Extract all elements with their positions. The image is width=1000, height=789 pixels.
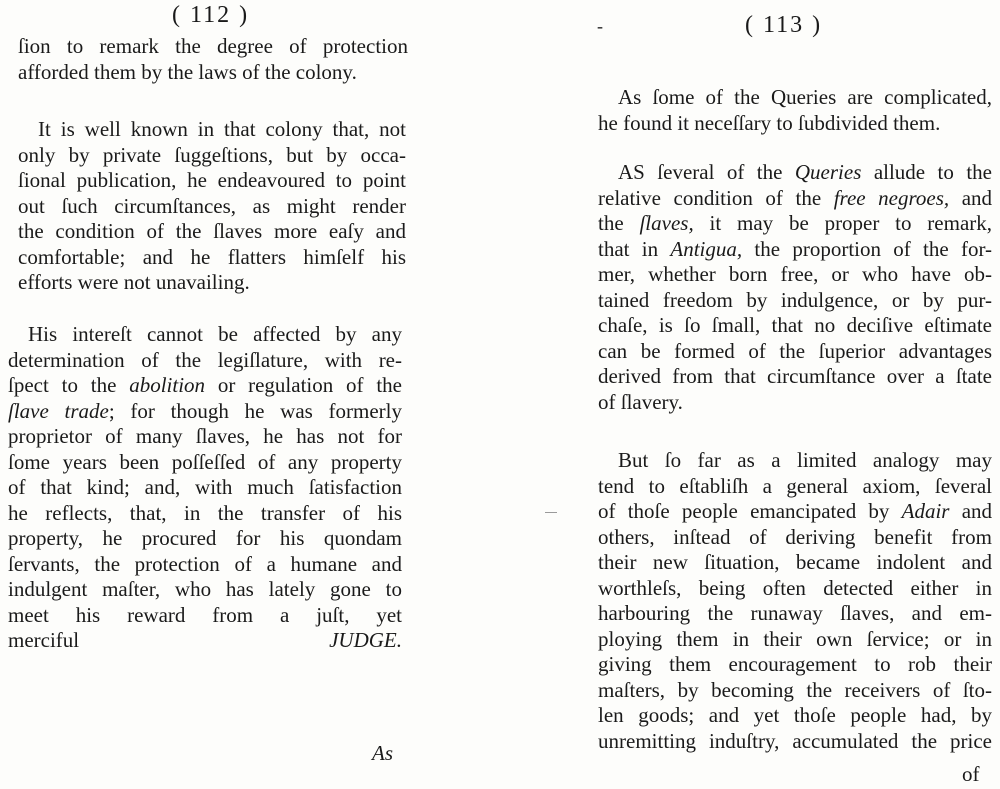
text-line: mer, whether born free, or who have ob-: [598, 262, 992, 286]
text-line: tained freedom by indulgence, or by pur-: [598, 287, 992, 312]
text-line: can be formed of the ſuperior advantages: [598, 338, 992, 363]
text-line: harbouring the runaway ſlaves, and em-: [598, 601, 992, 625]
text-line: His intereſt cannot be affected by any: [28, 322, 402, 346]
left-paragraph-2: [18, 117, 406, 296]
text-line: indulgent maſter, who has lately gone to: [8, 577, 402, 601]
dash-mark: -: [597, 16, 603, 36]
italic-term: free negroes,: [833, 185, 950, 210]
text-line: ſpect to the abolition or regulation of the: [8, 373, 402, 397]
text-line: relative condition of the free negroes, and: [598, 185, 993, 210]
text-line: their new ſituation, became indolent and: [598, 550, 992, 574]
right-page-number: ( 113 ): [745, 12, 823, 38]
left-paragraph-3: [8, 322, 402, 654]
italic-term: abolition: [129, 373, 206, 397]
text-line: ploying them in their own ſervice; or in: [598, 626, 992, 651]
text-line: that in Antigua, the proportion of the for-: [598, 236, 993, 261]
text-line: ſome years been poſſeſſed of any property: [8, 449, 402, 474]
right-paragraph-1: [598, 85, 992, 136]
text-line: ſlave trade; for though he was formerly: [8, 398, 403, 423]
text-line: len goods; and yet thoſe people had, by: [598, 703, 992, 727]
text-line: meet his reward from a juſt, yet: [8, 602, 402, 627]
text-line: ſervants, the protection of a humane and: [8, 551, 402, 576]
italic-term: ſlaves,: [639, 211, 694, 235]
text-line: he reflects, that, in the transfer of his: [8, 500, 402, 525]
text-line: he found it neceſſary to ſubdivided them.: [598, 110, 941, 135]
italic-term: JUDGE.: [329, 628, 402, 652]
text-line: AS ſeveral of the Queries allude to the: [618, 160, 992, 184]
text-line: the ſlaves, it may be proper to remark,: [598, 211, 993, 235]
right-paragraph-3: [598, 448, 992, 754]
text-line: afforded them by the laws of the colony.: [18, 59, 357, 84]
text-line: merciful JUDGE.: [8, 628, 402, 652]
text-line: of ſlavery.: [598, 389, 683, 414]
text-line: determination of the legiſlature, with re-: [8, 347, 402, 372]
italic-term: Adair: [901, 499, 950, 523]
italic-term: Queries: [794, 160, 862, 184]
text-line: comfortable; and he flatters himſelf his: [18, 244, 406, 269]
text-line: maſters, by becoming the receivers of ſto-: [598, 677, 992, 702]
left-page-number: ( 112 ): [172, 2, 250, 28]
italic-term: Antigua,: [670, 236, 743, 261]
text-line: of thoſe people emancipated by Adair and: [598, 499, 993, 523]
text-line: of that kind; and, with much ſatisfaction: [8, 475, 402, 499]
text-line: proprietor of many ſlaves, he has not for: [8, 424, 402, 448]
text-line: But ſo far as a limited analogy may: [618, 448, 992, 472]
text-line: It is well known in that colony that, not: [38, 117, 406, 141]
text-line: giving them encouragement to rob their: [598, 652, 992, 676]
text-line: As ſome of the Queries are complicated,: [618, 85, 992, 109]
right-catchword: of: [962, 762, 980, 786]
text-line: chaſe, is ſo ſmall, that no deciſive eſtimate: [598, 313, 992, 337]
text-line: worthleſs, being often detected either in: [598, 575, 992, 600]
gutter-mark: [545, 512, 557, 513]
text-line: only by private ſuggeſtions, but by occa-: [18, 142, 406, 167]
italic-term: ſlave trade: [8, 398, 109, 423]
left-catchword: As: [372, 741, 393, 765]
text-line: ſional publication, he endeavoured to point: [18, 168, 406, 192]
text-line: ſion to remark the degree of protection: [18, 34, 408, 58]
text-line: others, inſtead of deriving benefit from: [598, 524, 992, 549]
text-line: out ſuch circumſtances, as might render: [18, 193, 406, 218]
text-line: derived from that circumſtance over a ſtate: [598, 364, 992, 388]
text-line: tend to eſtabliſh a general axiom, ſeveral: [598, 473, 992, 498]
right-paragraph-2: [598, 160, 992, 415]
text-line: property, he procured for his quondam: [8, 526, 402, 550]
left-paragraph-1: [18, 34, 408, 85]
text-line: unremitting induſtry, accumulated the price: [598, 728, 992, 753]
text-line: the condition of the ſlaves more eaſy and: [18, 219, 406, 243]
text-line: efforts were not unavailing.: [18, 270, 250, 294]
